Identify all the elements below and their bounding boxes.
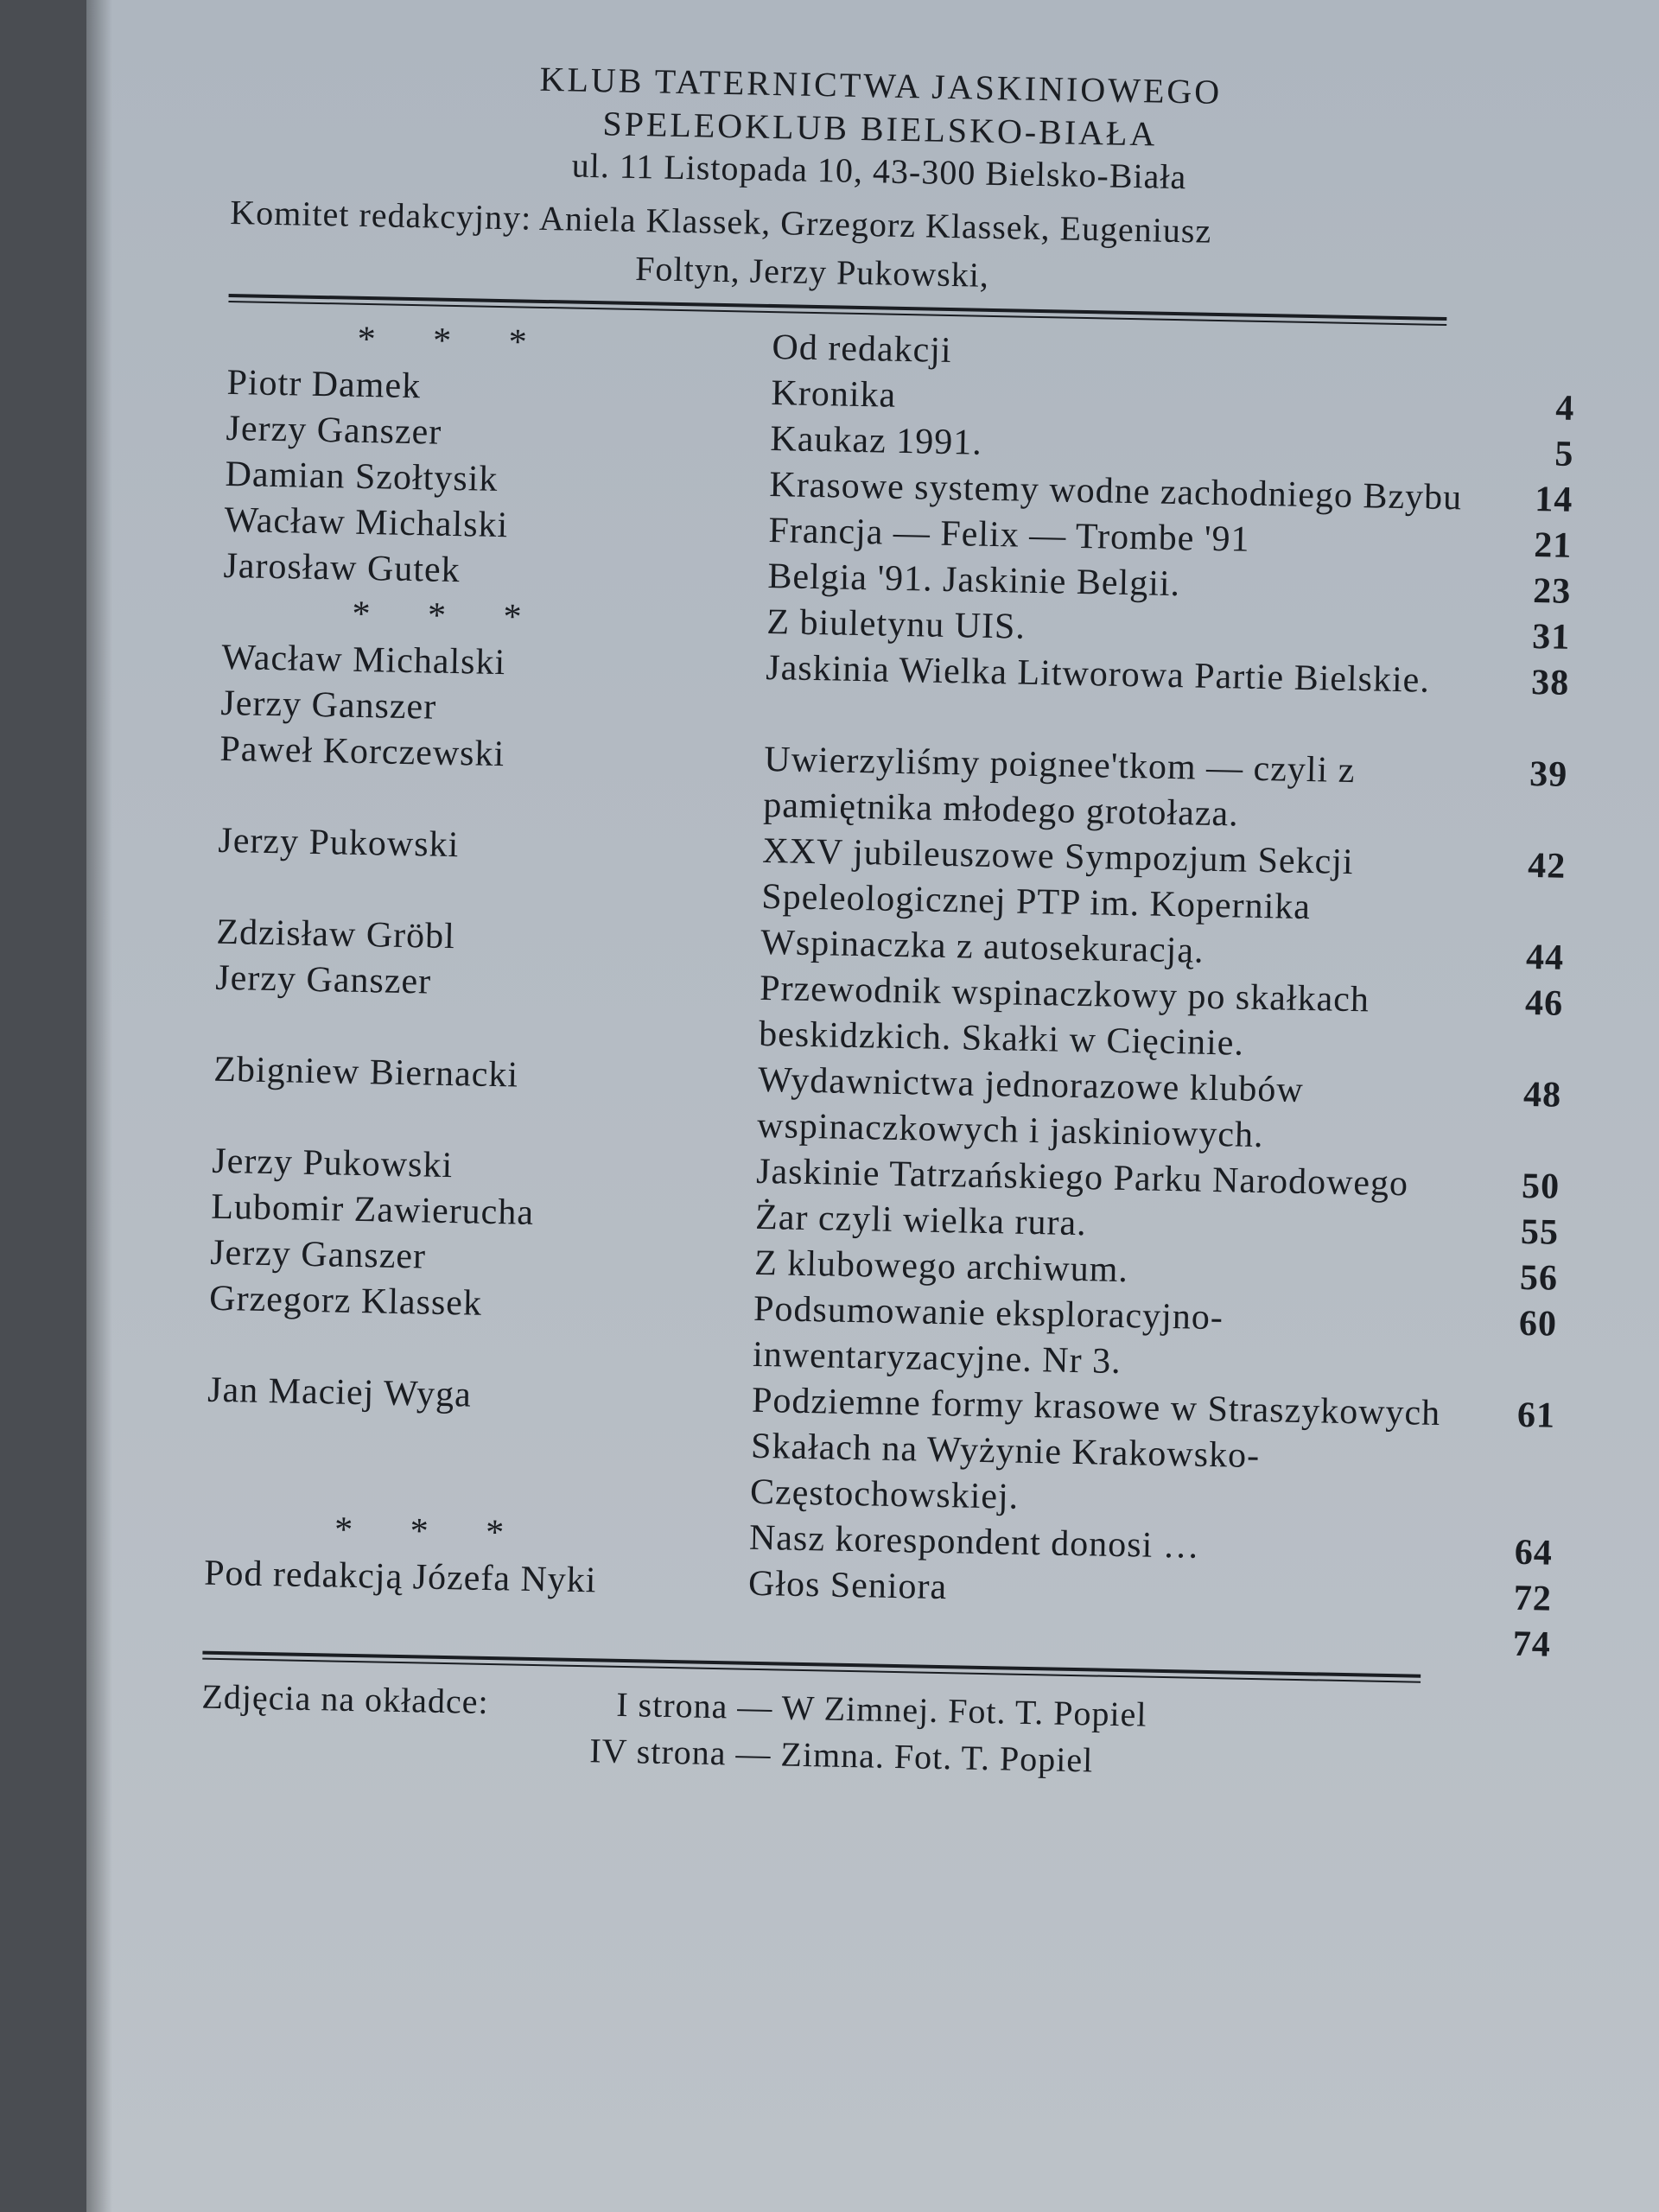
toc-title: Z klubowego archiwum.	[753, 1243, 1129, 1291]
toc-page-number: 4	[1554, 388, 1575, 429]
toc-author: Jerzy Ganszer	[209, 1232, 427, 1277]
page-content	[200, 52, 1581, 1793]
toc-title: Francja — Felix — Trombe '91	[768, 510, 1250, 560]
cover-credit-front: I strona — W Zimnej. Fot. T. Popiel	[615, 1684, 1147, 1734]
toc-page-number: 44	[1525, 937, 1565, 978]
toc-asterisks: * * *	[357, 319, 552, 364]
toc-title: Podziemne formy krasowe w Straszykowych Skałach na Wyżynie Krakowsko-Częstochowskiej.	[749, 1380, 1441, 1517]
toc-page-number: 48	[1522, 1074, 1562, 1116]
club-name-line2: SPELEOKLUB BIELSKO-BIAŁA	[602, 104, 1158, 154]
toc-title: Belgia '91. Jaskinie Belgii.	[767, 556, 1181, 605]
toc-author: Pod redakcją Józefa Nyki	[203, 1553, 597, 1601]
toc-asterisks: * * *	[334, 1510, 529, 1554]
toc-title: Kronika	[771, 373, 897, 416]
toc-row	[206, 1368, 1556, 1531]
toc-page-number: 39	[1529, 753, 1568, 795]
cover-photo-credits	[200, 1674, 1550, 1793]
toc-page-number: 61	[1516, 1395, 1556, 1436]
toc-author: Jarosław Gutek	[223, 545, 461, 591]
toc-title: Krasowe systemy wodne zachodniego Bzybu	[769, 465, 1463, 518]
toc-asterisks: * * *	[352, 594, 546, 639]
toc-title: Jaskinia Wielka Litworowa Partie Bielskie.	[765, 647, 1431, 701]
toc-title: Wydawnictwa jednorazowe klubów wspinaczkowych i jaskiniowych.	[756, 1059, 1305, 1156]
cover-photos-label: Zdjęcia na okładce:	[201, 1676, 490, 1722]
toc-page-number	[1499, 705, 1569, 753]
toc-page-number: 42	[1527, 845, 1567, 887]
committee-line2: Foltyn, Jerzy Pukowski,	[634, 248, 990, 295]
toc-author: Jan Maciej Wyga	[207, 1370, 473, 1415]
toc-page-number: 21	[1533, 525, 1573, 566]
toc-title: Żar czyli wielka rura.	[754, 1197, 1088, 1244]
toc-author: Lubomir Zawierucha	[210, 1186, 535, 1233]
toc-page-number: 55	[1520, 1211, 1560, 1253]
toc-title: Głos Seniora	[747, 1563, 948, 1608]
toc-title: Wspinaczka z autosekuracją.	[760, 922, 1205, 971]
toc-page-number: 5	[1554, 434, 1574, 474]
toc-page-number	[1506, 339, 1576, 386]
toc-author: Zdzisław Gröbl	[215, 912, 456, 957]
toc-page-number: 64	[1514, 1532, 1554, 1573]
toc-author: Wacław Michalski	[224, 499, 509, 546]
editorial-committee	[229, 188, 1579, 311]
toc-title: Nasz korespondent donosi …	[748, 1517, 1201, 1567]
toc-title: Z biuletynu UIS.	[766, 601, 1027, 647]
cover-credit-back: IV strona — Zimna. Fot. T. Popiel	[588, 1731, 1094, 1780]
toc-author: Zbigniew Biernacki	[213, 1049, 519, 1096]
toc-page-number: 14	[1534, 480, 1573, 520]
toc-title: Przewodnik wspinaczkowy po skałkach beskidzkich. Skałki w Cięcinie.	[758, 968, 1370, 1064]
toc-page-number: 38	[1530, 662, 1570, 703]
table-of-contents	[203, 315, 1576, 1669]
toc-author: Jerzy Ganszer	[226, 408, 442, 453]
toc-author: Jerzy Pukowski	[218, 820, 460, 866]
toc-page-number: 72	[1513, 1578, 1553, 1619]
toc-page-number: 50	[1521, 1166, 1560, 1207]
toc-page-number: 60	[1518, 1303, 1558, 1344]
toc-page-number: 31	[1531, 616, 1571, 658]
document-page	[86, 0, 1659, 2212]
toc-title: Jaskinie Tatrzańskiego Parku Narodowego	[755, 1151, 1409, 1205]
toc-page-number: 74	[1512, 1624, 1552, 1665]
toc-author: Damian Szołtysik	[225, 454, 499, 499]
toc-page-number: 46	[1524, 982, 1564, 1024]
club-address: ul. 11 Listopada 10, 43-300 Bielsko-Biała	[571, 145, 1187, 197]
club-name-line1: KLUB TATERNICTWA JASKINIOWEGO	[539, 59, 1223, 111]
toc-page-number: 56	[1519, 1257, 1559, 1299]
toc-page-number: 23	[1532, 570, 1572, 612]
toc-author: Jerzy Ganszer	[214, 957, 432, 1002]
masthead	[231, 52, 1529, 205]
toc-author: Wacław Michalski	[221, 637, 506, 683]
toc-title: Podsumowanie eksploracyjno-inwentaryzacyjne. Nr 3.	[752, 1288, 1224, 1382]
toc-author: Piotr Damek	[226, 362, 422, 407]
toc-title: Uwierzyliśmy poignee'tkom — czyli z pamiętnika młodego grotołaza.	[762, 739, 1356, 835]
toc-author: Paweł Korczewski	[219, 728, 505, 775]
toc-author: Jerzy Pukowski	[211, 1141, 454, 1186]
toc-title: Kaukaz 1991.	[770, 419, 983, 463]
page-edge-shadow	[86, 0, 112, 2212]
toc-author: Jerzy Ganszer	[220, 683, 437, 728]
toc-author	[203, 1597, 748, 1653]
committee-line1: Komitet redakcyjny: Aniela Klassek, Grzegorz Klassek, Eugeniusz	[230, 192, 1212, 251]
toc-title: Od redakcji	[772, 327, 953, 372]
toc-title: XXV jubileuszowe Sympozjum Sekcji Speleologicznej PTP im. Kopernika	[760, 830, 1355, 928]
toc-author: Grzegorz Klassek	[208, 1278, 483, 1324]
